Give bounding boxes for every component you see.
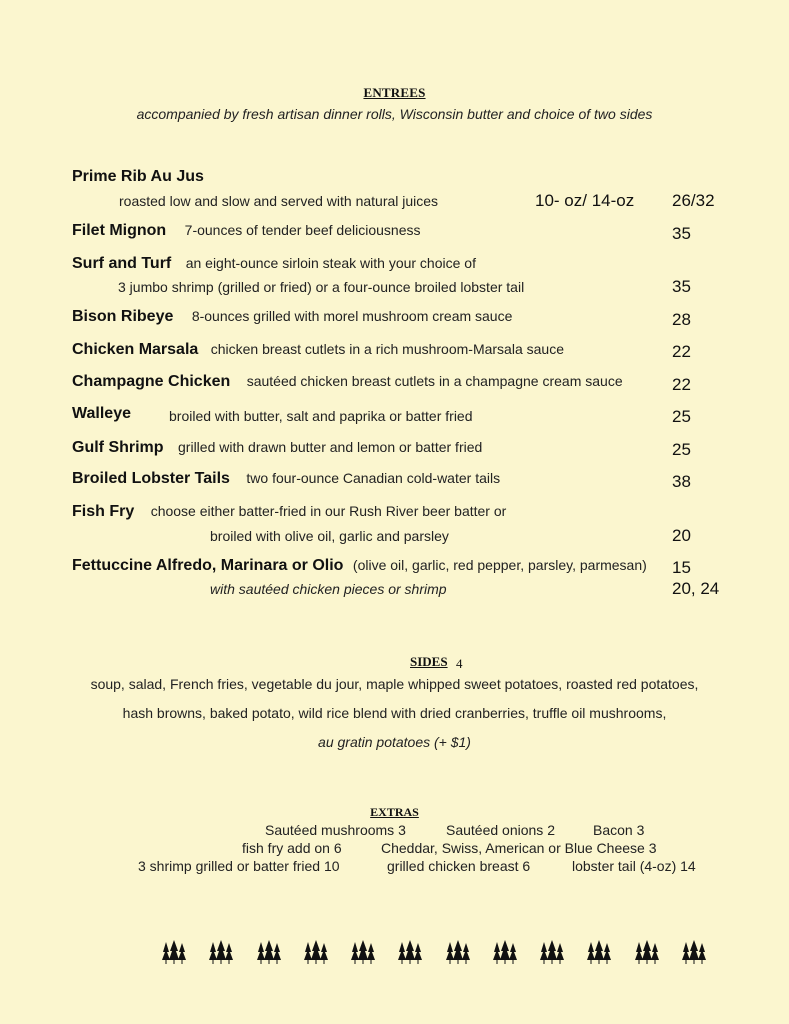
entree-price: 26/32 [672,191,715,210]
extra-cheese: Cheddar, Swiss, American or Blue Cheese 3 [381,840,657,856]
entree-bison-ribeye [72,308,512,330]
entree-description: sautéed chicken breast cutlets in a champagne cream sauce [246,373,623,389]
sides-handwritten-mark: 4 [456,656,463,671]
entree-description: 8-ounces grilled with morel mushroom cream sauce [191,308,513,324]
pine-tree-icon [633,938,661,968]
entree-fettuccine [72,557,647,579]
entree-name: Gulf Shrimp [72,439,164,456]
extra-lobster-tail: lobster tail (4-oz) 14 [572,858,696,874]
entree-price: 38 [672,472,691,491]
sides-line-3: au gratin potatoes (+ $1) [318,734,471,750]
entree-chicken-marsala [72,341,564,363]
entree-price: 22 [672,342,691,361]
pine-tree-border [160,938,700,968]
entree-size: 10- oz/ 14-oz [535,191,635,210]
entree-price: 35 [672,224,691,243]
sides-heading: SIDES [410,654,448,669]
entree-description-continued: 3 jumbo shrimp (grilled or fried) or a four-ounce broiled lobster tail [118,279,525,295]
entree-price: 28 [672,310,691,329]
entree-name: Walleye [72,405,131,422]
entree-description: (olive oil, garlic, red pepper, parsley, parmesan) [352,557,647,573]
entree-name: Surf and Turf [72,255,172,272]
entree-name: Champagne Chicken [72,373,231,390]
pine-tree-icon [160,938,188,968]
entree-price: 22 [672,375,691,394]
entree-name: Chicken Marsala [72,341,199,358]
extra-sauteed-onions: Sautéed onions 2 [446,822,555,838]
extra-sauteed-mushrooms: Sautéed mushrooms 3 [265,822,406,838]
extra-bacon: Bacon 3 [593,822,645,838]
entree-price-addon: 20, 24 [672,579,720,598]
entree-walleye [72,405,131,427]
entree-name: Fettuccine Alfredo, Marinara or Olio [72,557,344,574]
sides-line-1: soup, salad, French fries, vegetable du jour, maple whipped sweet potatoes, roasted red potatoes, [90,676,699,692]
pine-tree-icon [396,938,424,968]
pine-tree-icon [444,938,472,968]
entree-name: Broiled Lobster Tails [72,470,230,487]
entree-description: an eight-ounce sirloin steak with your choice of [185,255,476,271]
entree-broiled-lobster-tails [72,470,500,492]
entree-name: Filet Mignon [72,222,167,239]
entree-price: 25 [672,407,691,426]
pine-tree-icon [302,938,330,968]
entree-price: 25 [672,440,691,459]
extra-shrimp: 3 shrimp grilled or batter fried 10 [138,858,340,874]
pine-tree-icon [538,938,566,968]
pine-tree-icon [585,938,613,968]
entree-champagne-chicken [72,373,623,395]
entree-description: broiled with butter, salt and paprika or batter fried [169,408,473,424]
entree-prime-rib [72,168,204,190]
entree-name: Bison Ribeye [72,308,174,325]
pine-tree-icon [680,938,708,968]
entree-fish-fry [72,503,506,525]
entree-description: chicken breast cutlets in a rich mushroom-Marsala sauce [210,341,564,357]
entree-description: two four-ounce Canadian cold-water tails [246,470,501,486]
entree-name: Fish Fry [72,503,135,520]
entree-price: 20 [672,526,691,545]
entree-description-continued: broiled with olive oil, garlic and parsley [210,528,449,544]
sides-line-2: hash browns, baked potato, wild rice blend with dried cranberries, truffle oil mushrooms, [122,705,667,721]
pine-tree-icon [207,938,235,968]
entrees-heading: ENTREES [363,85,426,100]
extra-fish-fry-add-on: fish fry add on 6 [242,840,342,856]
entree-description: 7-ounces of tender beef deliciousness [184,222,421,238]
pine-tree-icon [349,938,377,968]
entree-price: 35 [672,277,691,296]
entree-description-continued: with sautéed chicken pieces or shrimp [210,581,447,597]
entree-gulf-shrimp [72,439,482,461]
extra-chicken-breast: grilled chicken breast 6 [387,858,531,874]
entrees-subtitle: accompanied by fresh artisan dinner rolls, Wisconsin butter and choice of two sides [136,106,653,122]
pine-tree-icon [255,938,283,968]
entree-filet-mignon [72,222,420,244]
entree-description: grilled with drawn butter and lemon or batter fried [178,439,483,455]
entree-price: 15 [672,558,691,577]
entree-description: roasted low and slow and served with natural juices [119,193,439,209]
entree-description: choose either batter-fried in our Rush River beer batter or [150,503,507,519]
entree-surf-and-turf [72,255,476,277]
pine-tree-icon [491,938,519,968]
entree-name: Prime Rib Au Jus [72,168,204,185]
extras-heading: EXTRAS [370,805,419,819]
